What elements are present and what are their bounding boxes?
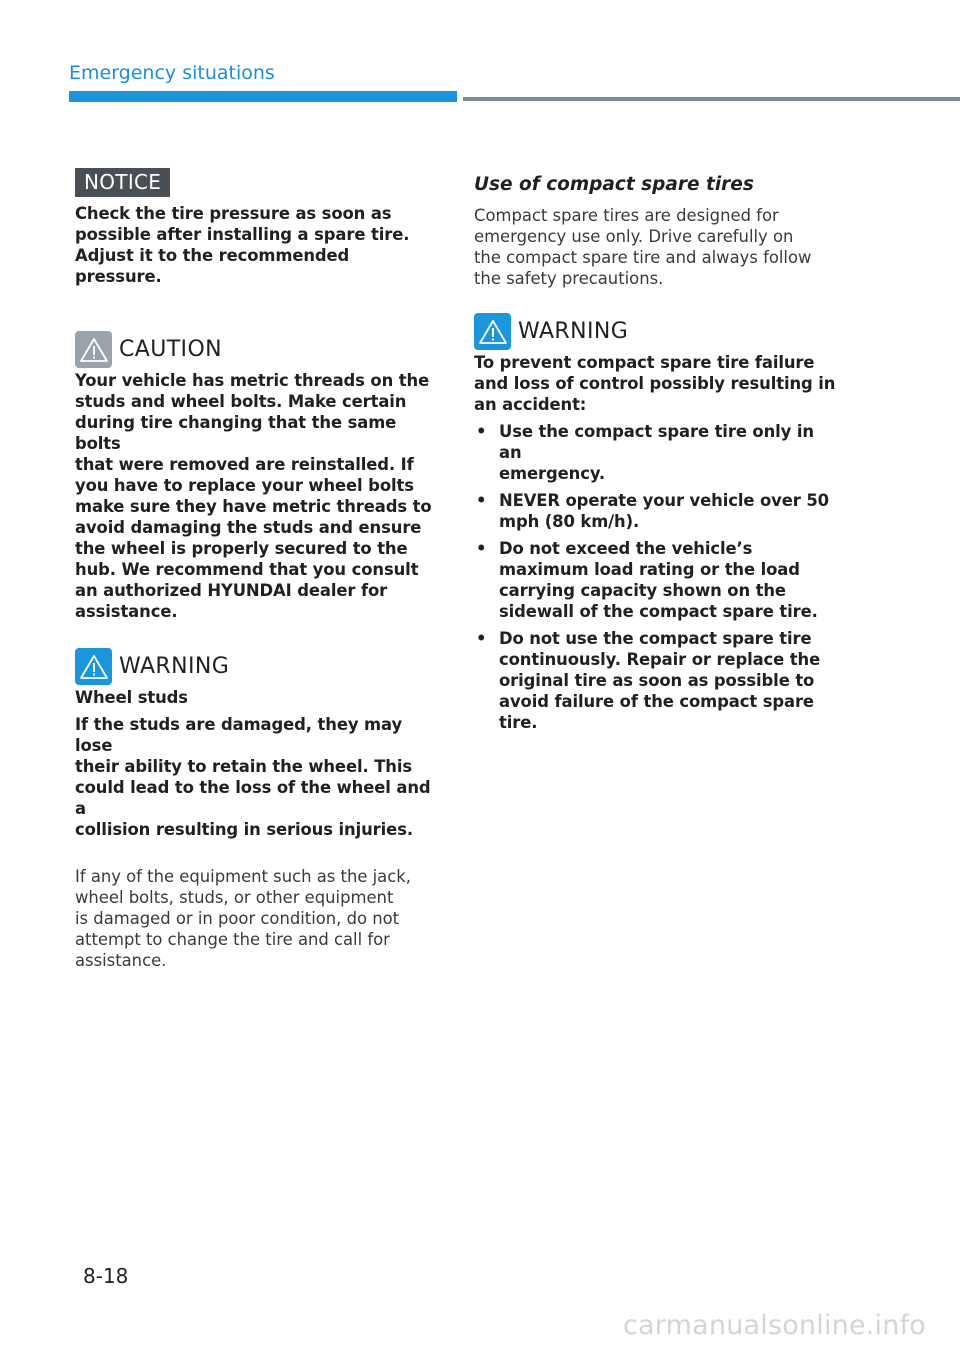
section-title: Use of compact spare tires <box>474 174 754 195</box>
caution-line: make sure they have metric threads to <box>75 497 432 516</box>
caution-line: during tire changing that the same bolts <box>75 413 397 453</box>
caution-line: that were removed are reinstalled. If <box>75 455 414 474</box>
warning-triangle-icon <box>75 648 112 685</box>
intro-line: the compact spare tire and always follow <box>474 248 812 267</box>
caution-title: CAUTION <box>119 337 223 362</box>
notice-badge: NOTICE <box>75 168 170 197</box>
equipment-paragraph <box>75 866 437 971</box>
bullet-line: sidewall of the compact spare tire. <box>499 602 818 621</box>
warning-lead-line: To prevent compact spare tire failure <box>474 353 815 372</box>
notice-body <box>75 203 437 287</box>
warning-line: could lead to the loss of the wheel and a <box>75 778 431 818</box>
caution-line: Your vehicle has metric threads on the <box>75 371 430 390</box>
bullet-item <box>474 490 836 532</box>
caution-line: assistance. <box>75 602 178 621</box>
warning-heading <box>474 313 836 350</box>
warning-line: collision resulting in serious injuries. <box>75 820 413 839</box>
bullet-line: continuously. Repair or replace the <box>499 650 821 669</box>
warning-title: WARNING <box>119 654 230 679</box>
caution-line: you have to replace your wheel bolts <box>75 476 414 495</box>
warning-lead-line: an accident: <box>474 395 587 414</box>
intro-paragraph <box>474 205 836 289</box>
section-header: Emergency situations <box>69 62 275 84</box>
intro-line: emergency use only. Drive carefully on <box>474 227 794 246</box>
bullet-item <box>474 538 836 622</box>
bullet-dot: • <box>476 539 487 558</box>
wheel-studs-warning <box>75 648 437 840</box>
caution-line: avoid damaging the studs and ensure <box>75 518 422 537</box>
paragraph-line: is damaged or in poor condition, do not <box>75 909 400 928</box>
page-number: 8-18 <box>83 1264 129 1288</box>
bullet-dot: • <box>476 491 487 510</box>
bullet-line: maximum load rating or the load <box>499 560 800 579</box>
warning-subtitle: Wheel studs <box>75 688 188 707</box>
intro-line: Compact spare tires are designed for <box>474 206 779 225</box>
caution-line: hub. We recommend that you consult <box>75 560 419 579</box>
bullet-dot: • <box>476 629 487 648</box>
warning-triangle-icon <box>474 313 511 350</box>
intro-line: the safety precautions. <box>474 269 664 288</box>
bullet-line: carrying capacity shown on the <box>499 581 786 600</box>
bullet-line: Do not use the compact spare tire <box>499 629 812 648</box>
left-column <box>75 168 437 971</box>
bullet-line: NEVER operate your vehicle over 50 <box>499 491 829 510</box>
bullet-line: tire. <box>499 713 538 732</box>
header-rule <box>463 97 960 101</box>
warning-line: If the studs are damaged, they may lose <box>75 715 403 755</box>
notice-block <box>75 168 437 287</box>
bullet-item <box>474 421 836 484</box>
bullet-line: Do not exceed the vehicle’s <box>499 539 753 558</box>
warning-title: WARNING <box>518 319 629 344</box>
bullet-dot: • <box>476 422 487 441</box>
paragraph-line: wheel bolts, studs, or other equipment <box>75 888 394 907</box>
caution-block <box>75 331 437 622</box>
warning-heading <box>75 648 437 685</box>
right-column <box>474 168 836 739</box>
caution-line: the wheel is properly secured to the <box>75 539 408 558</box>
bullet-line: avoid failure of the compact spare <box>499 692 814 711</box>
bullet-line: emergency. <box>499 464 606 483</box>
compact-spare-warning <box>474 313 836 733</box>
bullet-line: original tire as soon as possible to <box>499 671 815 690</box>
warning-lead-line: and loss of control possibly resulting in <box>474 374 836 393</box>
paragraph-line: assistance. <box>75 951 167 970</box>
watermark: carmanualsonline.info <box>623 1310 926 1341</box>
bullet-item <box>474 628 836 733</box>
notice-line: possible after installing a spare tire. <box>75 225 410 244</box>
notice-line: Adjust it to the recommended pressure. <box>75 246 350 286</box>
caution-line: an authorized HYUNDAI dealer for <box>75 581 388 600</box>
warning-line: their ability to retain the wheel. This <box>75 757 413 776</box>
paragraph-line: If any of the equipment such as the jack, <box>75 867 411 886</box>
notice-line: Check the tire pressure as soon as <box>75 204 392 223</box>
caution-line: studs and wheel bolts. Make certain <box>75 392 407 411</box>
caution-heading <box>75 331 437 368</box>
paragraph-line: attempt to change the tire and call for <box>75 930 390 949</box>
bullet-line: mph (80 km/h). <box>499 512 640 531</box>
bullet-line: Use the compact spare tire only in an <box>499 422 814 462</box>
header-accent-bar <box>69 91 457 102</box>
warning-triangle-icon <box>75 331 112 368</box>
warning-bullet-list <box>474 421 836 733</box>
